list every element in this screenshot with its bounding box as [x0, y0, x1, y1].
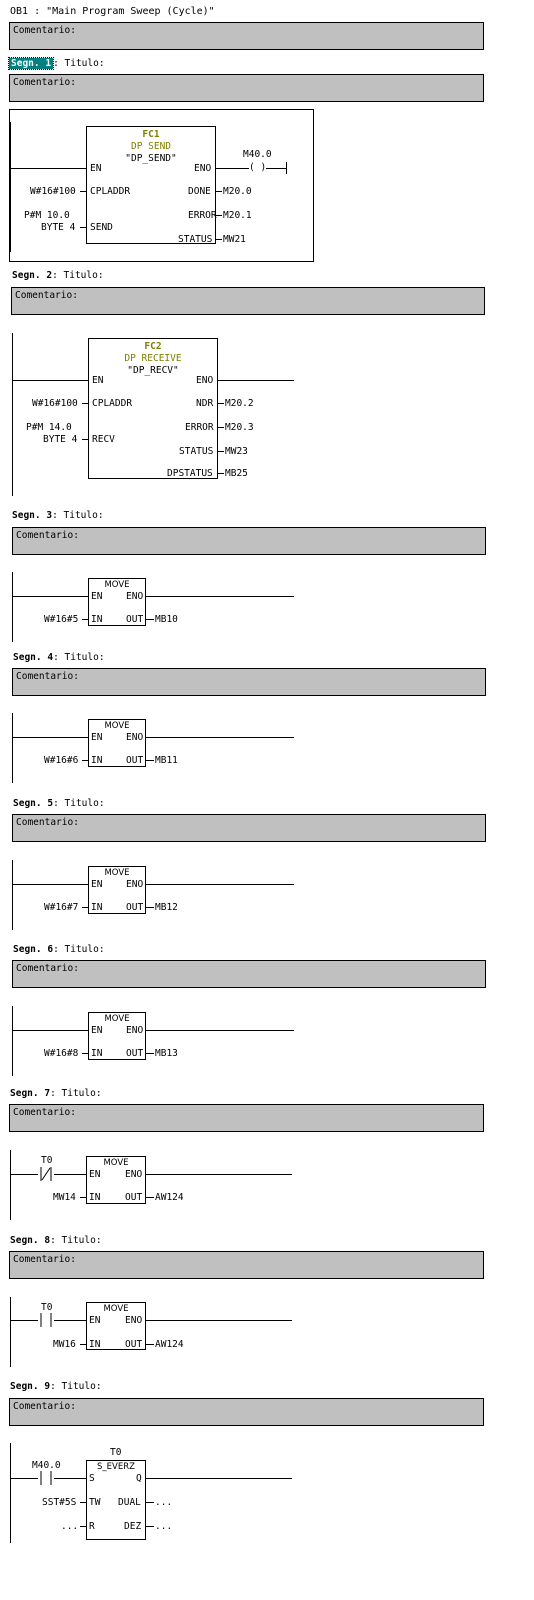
fc1-en-pin: EN [90, 163, 102, 174]
move-in-value[interactable]: MW14 [53, 1192, 76, 1203]
wire [82, 439, 88, 440]
wire [82, 403, 88, 404]
move-en-pin: EN [89, 1315, 101, 1326]
fc2-status-value[interactable]: MW23 [225, 446, 248, 457]
wire [80, 191, 86, 192]
wire [146, 1502, 154, 1503]
move-title: MOVE [104, 580, 130, 590]
move-out-value[interactable]: MB10 [155, 614, 178, 625]
comment-box[interactable] [12, 814, 486, 842]
fc1-error-pin: ERROR [188, 210, 217, 221]
fc2-ndr-value[interactable]: M20.2 [225, 398, 254, 409]
move-out-pin: OUT [126, 614, 144, 625]
segment-5-title[interactable]: Segn. 5: Titulo: [13, 798, 105, 809]
segment-9-title[interactable]: Segn. 9: Titulo: [10, 1381, 102, 1392]
fc2-cpladdr-value[interactable]: W#16#100 [32, 398, 78, 409]
move-en-pin: EN [91, 591, 103, 602]
fc2-cpladdr-pin: CPLADDR [92, 398, 133, 409]
power-rail [12, 333, 13, 496]
move-in-value[interactable]: W#16#8 [44, 1048, 79, 1059]
timer-dez-value[interactable]: ... [155, 1521, 173, 1532]
fc2-recv-length[interactable]: BYTE 4 [43, 434, 78, 445]
fc2-recv-value[interactable]: P#M 14.0 [26, 422, 72, 433]
timer-q-pin: Q [136, 1473, 142, 1484]
wire [12, 596, 88, 597]
wire [54, 1174, 86, 1175]
comment-box[interactable] [9, 1398, 484, 1426]
move-in-value[interactable]: W#16#6 [44, 755, 79, 766]
wire [146, 1478, 292, 1479]
move-out-pin: OUT [126, 1048, 144, 1059]
move-eno-pin: ENO [126, 732, 144, 743]
power-rail [12, 713, 13, 783]
wire [146, 619, 154, 620]
move-out-value[interactable]: AW124 [155, 1339, 184, 1350]
fc2-status-pin: STATUS [179, 446, 214, 457]
segment-6-title[interactable]: Segn. 6: Titulo: [13, 944, 105, 955]
wire [146, 737, 294, 738]
power-rail [12, 860, 13, 930]
fc1-cpladdr-value[interactable]: W#16#100 [30, 186, 76, 197]
timer-dual-pin: DUAL [118, 1497, 141, 1508]
wire [12, 884, 88, 885]
segment-3-title[interactable]: Segn. 3: Titulo: [12, 510, 104, 521]
no-contact-icon[interactable] [38, 1470, 54, 1486]
fc1-status-value[interactable]: MW21 [223, 234, 246, 245]
move-eno-pin: ENO [125, 1169, 143, 1180]
coil-operand[interactable]: M40.0 [243, 149, 272, 160]
segment-label[interactable]: Segn. 1 [11, 58, 52, 69]
move-in-pin: IN [89, 1339, 101, 1350]
move-title: MOVE [103, 1158, 129, 1168]
comment-box[interactable] [9, 1104, 484, 1132]
contact-operand[interactable]: T0 [41, 1155, 53, 1166]
move-out-value[interactable]: AW124 [155, 1192, 184, 1203]
timer-r-pin: R [89, 1521, 95, 1532]
fc2-dpstatus-pin: DPSTATUS [167, 468, 213, 479]
power-rail [12, 1006, 13, 1076]
wire [82, 760, 88, 761]
wire [80, 1344, 86, 1345]
fc2-error-value[interactable]: M20.3 [225, 422, 254, 433]
segment-1-title[interactable]: Segn. 1 : Titulo: [11, 58, 105, 69]
move-in-pin: IN [91, 902, 103, 913]
wire [146, 1053, 154, 1054]
comment-label: Comentario: [16, 963, 79, 974]
comment-label: Comentario: [16, 671, 79, 682]
fc2-error-pin: ERROR [185, 422, 214, 433]
contact-operand[interactable]: T0 [41, 1302, 53, 1313]
fc2-eno-pin: ENO [196, 375, 214, 386]
wire [218, 403, 224, 404]
wire [146, 1197, 154, 1198]
output-coil[interactable]: ( ) [249, 162, 267, 173]
comment-label: Comentario: [16, 817, 79, 828]
wire [80, 1197, 86, 1198]
comment-box[interactable] [11, 287, 485, 315]
comment-label: Comentario: [13, 1107, 76, 1118]
move-in-pin: IN [91, 614, 103, 625]
fc2-symbol: "DP_RECV" [127, 365, 179, 376]
timer-s-pin: S [89, 1473, 95, 1484]
fc1-eno-pin: ENO [194, 163, 212, 174]
segment-4-title[interactable]: Segn. 4: Titulo: [13, 652, 105, 663]
wire [12, 380, 88, 381]
comment-label: Comentario: [13, 25, 76, 36]
move-in-value[interactable]: W#16#7 [44, 902, 79, 913]
wire [146, 1320, 292, 1321]
wire [54, 1320, 86, 1321]
comment-label: Comentario: [13, 1401, 76, 1412]
fc2-description: DP RECEIVE [124, 353, 182, 364]
segment-8-title[interactable]: Segn. 8: Titulo: [10, 1235, 102, 1246]
wire [146, 760, 154, 761]
fc2-number: FC2 [144, 341, 162, 352]
move-out-pin: OUT [126, 902, 144, 913]
power-rail [10, 1297, 11, 1367]
comment-box[interactable] [9, 74, 484, 102]
wire [12, 1030, 88, 1031]
comment-box[interactable] [12, 960, 486, 988]
wire [146, 596, 294, 597]
wire [218, 427, 224, 428]
power-rail [10, 122, 11, 252]
wire [80, 1526, 86, 1527]
comment-label: Comentario: [13, 77, 76, 88]
power-rail [12, 572, 13, 642]
fc1-error-value[interactable]: M20.1 [223, 210, 252, 221]
fc1-done-pin: DONE [188, 186, 211, 197]
fc2-ndr-pin: NDR [196, 398, 214, 409]
comment-label: Comentario: [15, 290, 78, 301]
fc2-en-pin: EN [92, 375, 104, 386]
wire [146, 907, 154, 908]
comment-box[interactable] [9, 22, 484, 50]
move-eno-pin: ENO [125, 1315, 143, 1326]
wire [10, 1174, 38, 1175]
timer-operand[interactable]: T0 [110, 1447, 122, 1458]
fc1-done-value[interactable]: M20.0 [223, 186, 252, 197]
wire [146, 1344, 154, 1345]
fc2-dpstatus-value[interactable]: MB25 [225, 468, 248, 479]
move-title: MOVE [104, 868, 130, 878]
fc1-description: DP SEND [130, 141, 172, 152]
comment-label: Comentario: [16, 530, 79, 541]
move-title: MOVE [104, 721, 130, 731]
fc1-symbol: "DP_SEND" [125, 153, 177, 164]
move-out-pin: OUT [125, 1339, 143, 1350]
wire-end [286, 162, 287, 174]
no-contact-icon[interactable] [38, 1312, 54, 1328]
fc1-number: FC1 [142, 129, 160, 140]
wire [10, 1320, 38, 1321]
timer-dual-value[interactable]: ... [155, 1497, 173, 1508]
fc1-send-pin: SEND [90, 222, 113, 233]
power-rail [10, 1443, 11, 1543]
move-en-pin: EN [89, 1169, 101, 1180]
wire [216, 215, 222, 216]
fc2-recv-pin: RECV [92, 434, 115, 445]
program-title: OB1 : "Main Program Sweep (Cycle)" [10, 6, 215, 17]
wire [218, 473, 224, 474]
fc1-cpladdr-pin: CPLADDR [90, 186, 131, 197]
wire [218, 380, 294, 381]
move-en-pin: EN [91, 1025, 103, 1036]
comment-box[interactable] [9, 1251, 484, 1279]
move-out-value[interactable]: MB13 [155, 1048, 178, 1059]
wire [146, 1030, 294, 1031]
wire [10, 1478, 38, 1479]
move-out-value[interactable]: MB11 [155, 755, 178, 766]
timer-r-value[interactable]: ... [61, 1521, 79, 1532]
wire [12, 737, 88, 738]
move-eno-pin: ENO [126, 591, 144, 602]
move-in-pin: IN [91, 1048, 103, 1059]
comment-label: Comentario: [13, 1254, 76, 1265]
move-in-value[interactable]: MW16 [53, 1339, 76, 1350]
move-in-pin: IN [89, 1192, 101, 1203]
fc1-send-value[interactable]: P#M 10.0 [24, 210, 70, 221]
fc1-status-pin: STATUS [178, 234, 213, 245]
timer-dez-pin: DEZ [124, 1521, 142, 1532]
wire [216, 239, 222, 240]
timer-tw-pin: TW [89, 1497, 101, 1508]
wire [218, 451, 224, 452]
move-in-value[interactable]: W#16#5 [44, 614, 79, 625]
wire [80, 227, 86, 228]
wire [54, 1478, 86, 1479]
contact-operand[interactable]: M40.0 [32, 1460, 61, 1471]
move-out-pin: OUT [126, 755, 144, 766]
timer-tw-value[interactable]: SST#5S [42, 1497, 77, 1508]
power-rail [10, 1150, 11, 1220]
segment-7-title[interactable]: Segn. 7: Titulo: [10, 1088, 102, 1099]
wire [146, 1526, 154, 1527]
move-en-pin: EN [91, 879, 103, 890]
wire [146, 1174, 292, 1175]
comment-box[interactable] [12, 668, 486, 696]
move-title: MOVE [104, 1014, 130, 1024]
wire [10, 168, 86, 169]
move-title: MOVE [103, 1304, 129, 1314]
move-eno-pin: ENO [126, 1025, 144, 1036]
wire [80, 1502, 86, 1503]
fc1-send-length[interactable]: BYTE 4 [41, 222, 76, 233]
wire [146, 884, 294, 885]
move-en-pin: EN [91, 732, 103, 743]
move-out-value[interactable]: MB12 [155, 902, 178, 913]
move-in-pin: IN [91, 755, 103, 766]
wire [82, 1053, 88, 1054]
timer-title: S_EVERZ [97, 1462, 135, 1472]
nc-contact-icon[interactable] [38, 1166, 54, 1182]
comment-box[interactable] [12, 527, 486, 555]
wire [82, 619, 88, 620]
move-eno-pin: ENO [126, 879, 144, 890]
segment-2-title[interactable]: Segn. 2: Titulo: [12, 270, 104, 281]
move-out-pin: OUT [125, 1192, 143, 1203]
wire [216, 191, 222, 192]
wire [82, 907, 88, 908]
